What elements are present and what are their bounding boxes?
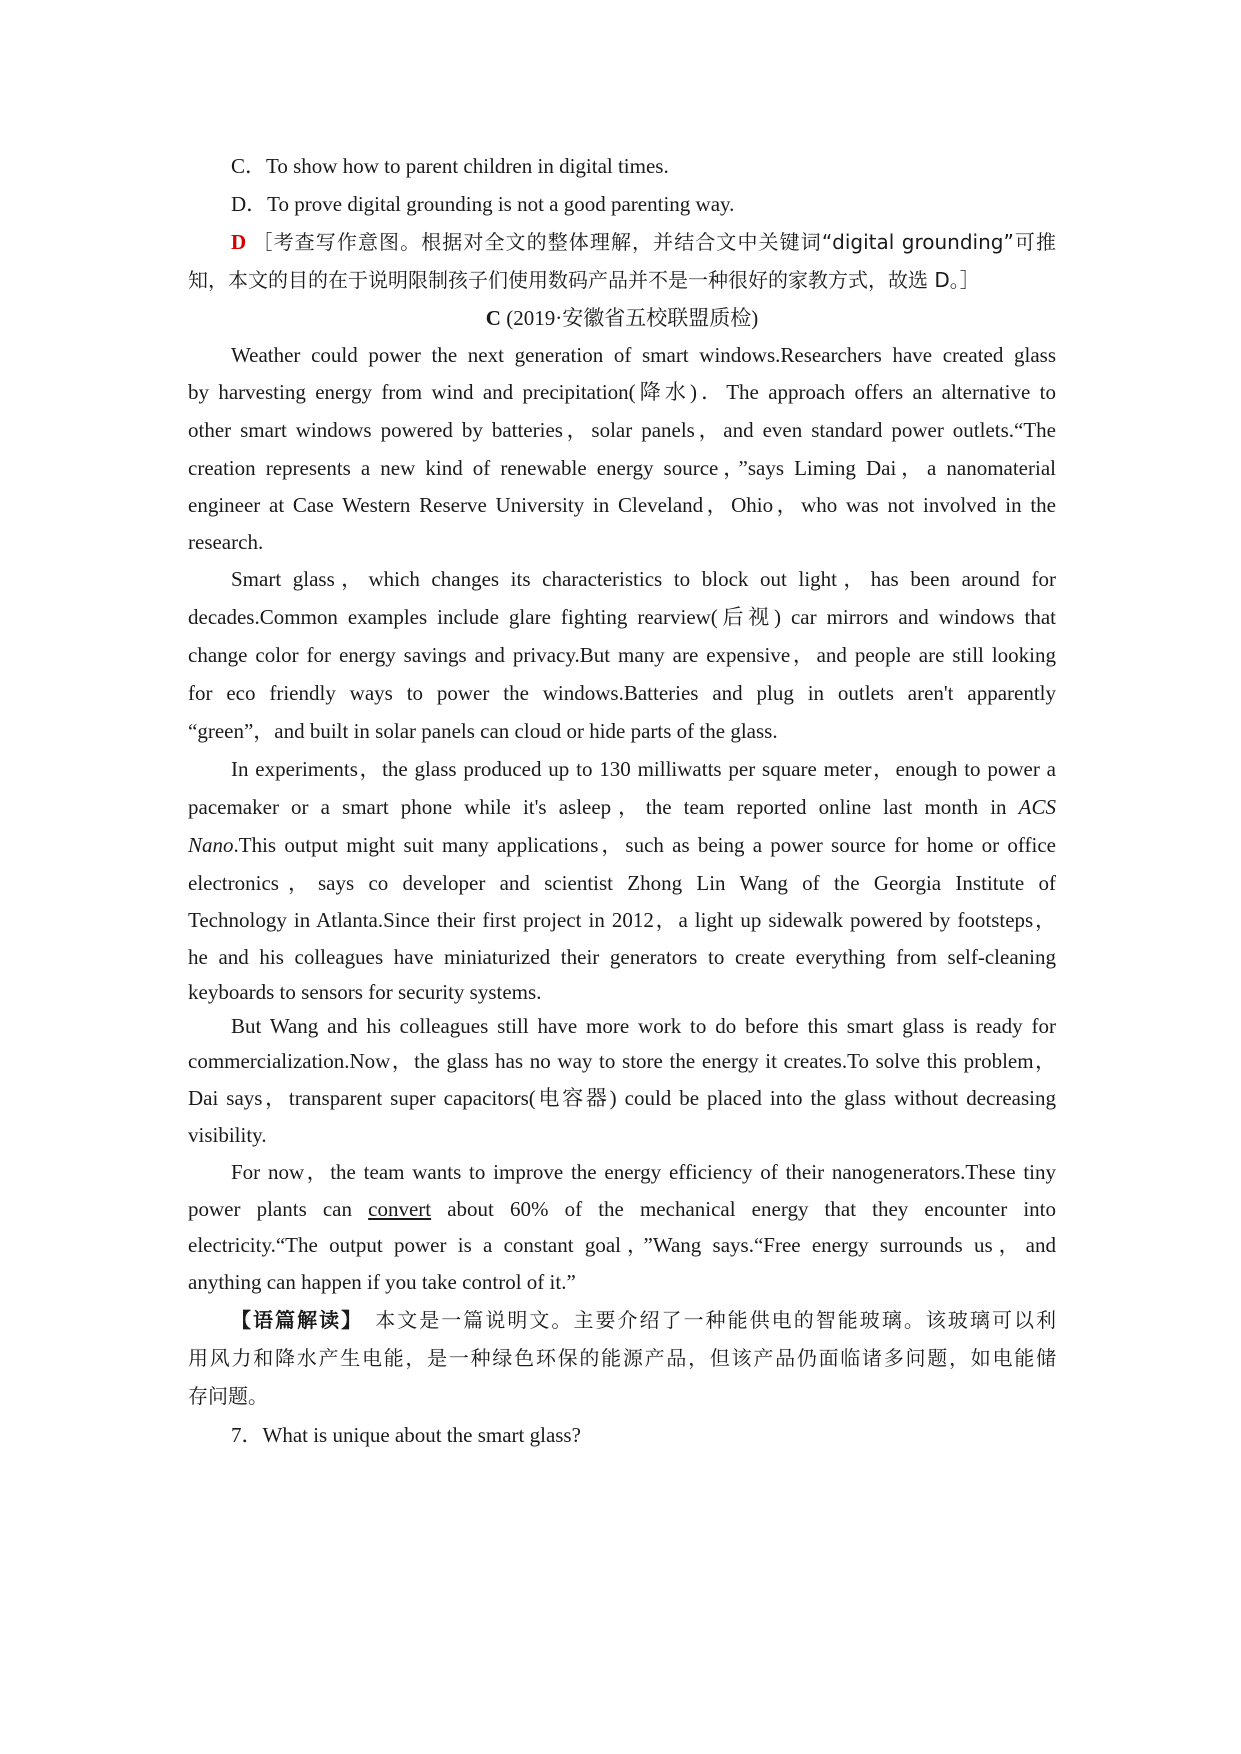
analysis-line-3 [188, 1377, 1056, 1415]
journal-name-part-2: Nano [188, 833, 234, 857]
question-7: 7．What is unique about the smart glass? [231, 1423, 581, 1447]
answer-letter: D [231, 230, 247, 254]
p5-line: anything can happen if you take control of it.” [188, 1270, 576, 1294]
section-letter: C [485, 306, 501, 330]
underlined-word-convert: convert [368, 1197, 432, 1221]
p4-line: But Wang and his colleagues still have more work to do before this smart glass is ready for [231, 1014, 1056, 1038]
p1-line: research. [188, 530, 264, 554]
answer-line-1 [188, 223, 1056, 261]
p1-line: other smart windows powered by batteries，solar panels，and even standard power outlets.“The [188, 418, 1056, 442]
p2-line: change color for energy savings and privacy.But many are expensive，and people are still looking [188, 643, 1056, 667]
paragraph-2 [188, 561, 1056, 750]
p2-line: Smart glass，which changes its characteristics to block out light，has been around for [231, 567, 1056, 591]
p2-line: “green”，and built in solar panels can cloud or hide parts of the glass. [188, 719, 778, 743]
p3-line: keyboards to sensors for security systems. [188, 980, 542, 1004]
journal-name-part-1: ACS [1018, 795, 1056, 819]
paragraph-3 [188, 750, 1056, 1009]
analysis-text-3: 存问题。 [188, 1384, 268, 1408]
answer-explanation-2: 知，本文的目的在于说明限制孩子们使用数码产品并不是一种很好的家教方式，故选 D。］ [188, 268, 980, 292]
section-heading [188, 299, 1056, 337]
p5-line-2-pre: power plants can [188, 1197, 369, 1221]
p1-line: engineer at Case Western Reserve University in Cleveland，Ohio，who was not involved in the [188, 493, 1056, 517]
p5-line: For now，the team wants to improve the energy efficiency of their nanogenerators.These tiny [231, 1160, 1056, 1184]
paragraph-4 [188, 1009, 1056, 1154]
answer-explanation-1: ［考查写作意图。根据对全文的整体理解，并结合文中关键词“digital grounding”可推 [252, 230, 1056, 254]
p5-line: electricity.“The output power is a constant goal，”Wang says.“Free energy surrounds us，and [188, 1233, 1056, 1257]
p3-line: Technology in Atlanta.Since their first project in 2012，a light up sidewalk powered by footsteps， [188, 908, 1056, 932]
option-c: C．To show how to parent children in digital times. [231, 154, 669, 178]
p4-line: visibility. [188, 1123, 267, 1147]
p3-line [188, 826, 1056, 864]
analysis-text-1: 本文是一篇说明文。主要介绍了一种能供电的智能玻璃。该玻璃可以利 [353, 1308, 1057, 1332]
p1-line: creation represents a new kind of renewable energy source，”says Liming Dai，a nanomaterial [188, 456, 1056, 480]
answer-line-2 [188, 261, 1056, 299]
option-d: D．To prove digital grounding is not a good parenting way. [231, 192, 735, 216]
p4-line: Dai says，transparent super capacitors(电容器) could be placed into the glass without decreasing [188, 1086, 1056, 1110]
p3-line-2-text: pacemaker or a smart phone while it's asleep，the team reported online last month in [188, 795, 1019, 819]
p2-line: for eco friendly ways to power the windows.Batteries and plug in outlets aren't apparently [188, 681, 1056, 705]
p5-line-2-post: about 60% of the mechanical energy that they encounter into [431, 1197, 1056, 1221]
p3-line-3-text: .This output might suit many applications，such as being a power source for home or office [233, 833, 1056, 857]
p1-line: Weather could power the next generation of smart windows.Researchers have created glass [231, 343, 1056, 367]
section-source: (2019·安徽省五校联盟质检) [500, 306, 759, 330]
p3-line: electronics，says co developer and scientist Zhong Lin Wang of the Georgia Institute of [188, 871, 1056, 895]
p3-line: he and his colleagues have miniaturized their generators to create everything from self-cleaning [188, 945, 1056, 969]
analysis-text-2: 用风力和降水产生电能，是一种绿色环保的能源产品，但该产品仍面临诸多问题，如电能储 [188, 1346, 1056, 1370]
analysis-label: 【语篇解读】 [231, 1308, 354, 1332]
analysis-line-1 [188, 1301, 1056, 1339]
p5-line [188, 1191, 1056, 1227]
analysis-line-2 [188, 1339, 1056, 1377]
p2-line: decades.Common examples include glare fighting rearview(后视) car mirrors and windows that [188, 605, 1056, 629]
p3-line: In experiments，the glass produced up to 130 milliwatts per square meter，enough to power a [231, 757, 1056, 781]
p4-line: commercialization.Now，the glass has no way to store the energy it creates.To solve this problem， [188, 1049, 1056, 1073]
p3-line [188, 788, 1056, 826]
p1-line: by harvesting energy from wind and precipitation(降水)．The approach offers an alternative to [188, 380, 1056, 404]
passage-analysis [188, 1301, 1056, 1415]
paragraph-5 [188, 1154, 1056, 1301]
paragraph-1 [188, 337, 1056, 561]
document-page [188, 147, 1056, 1455]
